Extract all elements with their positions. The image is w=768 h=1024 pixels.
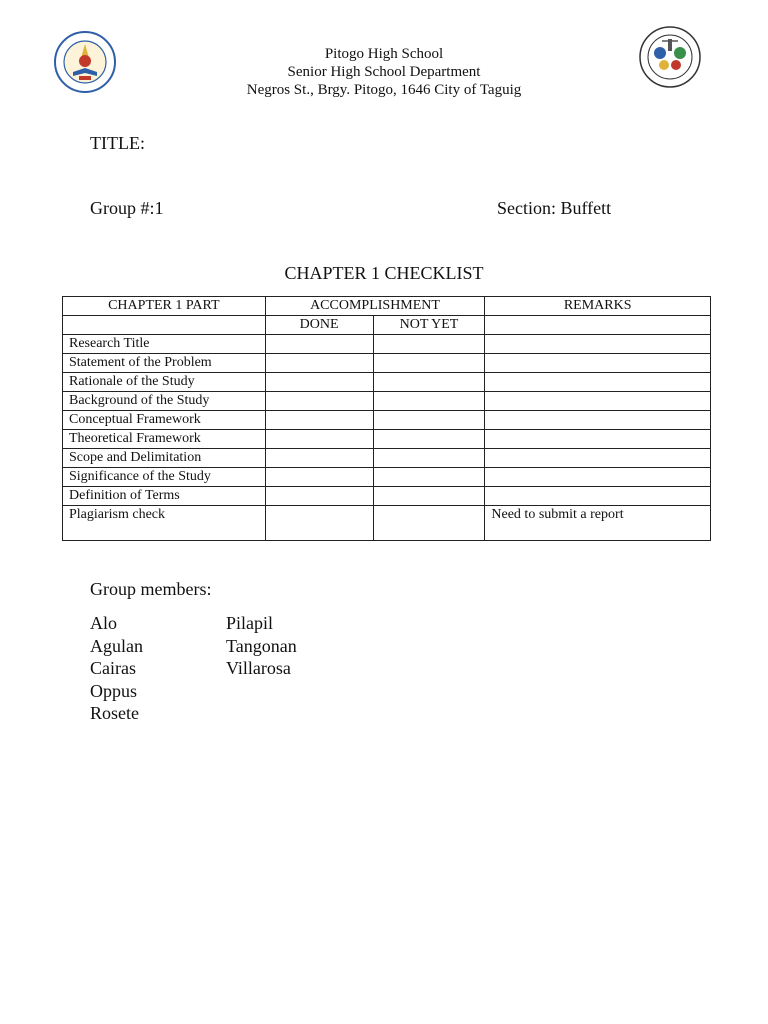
row-remarks [485,487,711,506]
row-remarks [485,392,711,411]
table-row [63,487,711,506]
row-done [265,354,373,373]
row-done [265,411,373,430]
row-remarks [485,411,711,430]
row-done [265,373,373,392]
row-done [265,392,373,411]
row-part: Definition of Terms [63,487,266,506]
table-row [63,468,711,487]
row-done [265,468,373,487]
row-not-yet [373,335,485,354]
row-part: Plagiarism check [63,506,266,541]
subheader-blank [485,316,711,335]
row-remarks [485,449,711,468]
row-remarks [485,354,711,373]
row-remarks [485,335,711,354]
school-name: Pitogo High School [324,46,444,62]
members-column-1 [90,612,143,725]
member-name: Tangonan [226,635,297,656]
row-not-yet [373,392,485,411]
table-row [63,354,711,373]
row-not-yet [373,449,485,468]
title-label: TITLE: [90,133,145,153]
header-remarks: REMARKS [485,297,711,316]
header-done: DONE [265,316,373,335]
row-not-yet [373,468,485,487]
member-name: Pilapil [226,613,274,633]
table-row [63,449,711,468]
school-address: Negros St., Brgy. Pitogo, 1646 City of Taguig [246,82,522,98]
member-name: Villarosa [226,658,291,678]
row-done [265,449,373,468]
row-done [265,335,373,354]
group-members-label: Group members: [90,579,212,599]
member-name: Rosete [90,703,139,723]
row-part: Significance of the Study [63,468,266,487]
row-not-yet [373,430,485,449]
checklist-table [62,296,711,541]
row-remarks [485,468,711,487]
table-subheader-row [63,316,711,335]
table-row [63,430,711,449]
row-remarks: Need to submit a report [485,506,711,541]
member-name: Cairas [90,658,136,678]
table-row [63,411,711,430]
checklist-heading: CHAPTER 1 CHECKLIST [284,263,484,283]
row-part: Theoretical Framework [63,430,266,449]
row-remarks [485,373,711,392]
row-part: Rationale of the Study [63,373,266,392]
table-row [63,392,711,411]
members-column-2 [226,612,297,680]
row-part: Research Title [63,335,266,354]
member-name: Agulan [90,635,143,656]
row-done [265,506,373,541]
table-header-row [63,297,711,316]
row-not-yet [373,487,485,506]
group-number: Group #:1 [90,198,164,218]
department-name: Senior High School Department [287,64,481,80]
row-part: Scope and Delimitation [63,449,266,468]
header-accomplishment: ACCOMPLISHMENT [265,297,485,316]
row-part: Background of the Study [63,392,266,411]
row-not-yet [373,506,485,541]
member-name: Oppus [90,680,138,701]
row-done [265,487,373,506]
school-header [0,45,768,99]
header-not-yet: NOT YET [373,316,485,335]
row-part: Statement of the Problem [63,354,266,373]
header-chapter-part: CHAPTER 1 PART [63,297,266,316]
member-name: Alo [90,613,117,633]
table-row [63,373,711,392]
row-done [265,430,373,449]
subheader-blank [63,316,266,335]
table-row [63,335,711,354]
table-row [63,506,711,541]
row-not-yet [373,411,485,430]
row-part: Conceptual Framework [63,411,266,430]
row-not-yet [373,354,485,373]
row-remarks [485,430,711,449]
row-not-yet [373,373,485,392]
section-name: Section: Buffett [497,198,612,218]
